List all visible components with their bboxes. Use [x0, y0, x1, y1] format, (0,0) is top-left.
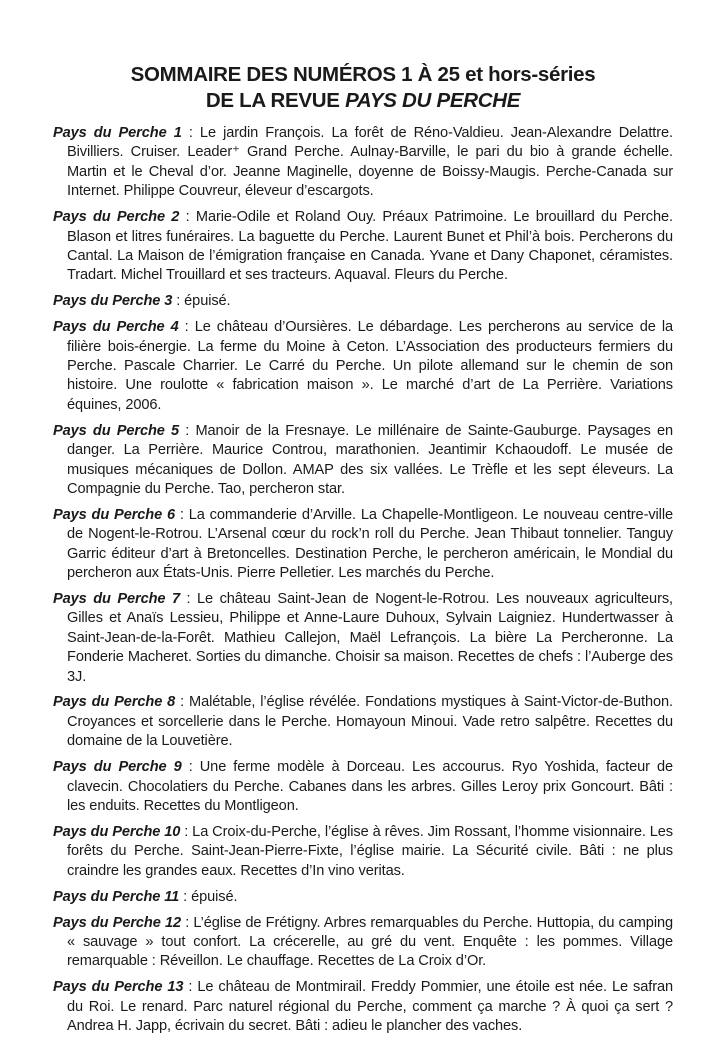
issue-label: Pays du Perche 10 [53, 823, 181, 840]
issue-separator: : [181, 759, 200, 776]
issue-entry-5 [53, 422, 673, 500]
issue-entry-2 [53, 208, 673, 286]
document-page [53, 62, 673, 1043]
issue-content: La commanderie d’Arville. La Chapelle-Montligeon. Le nouveau centre-ville de Nogent-le-Rotrou. L’Arsenal cœur du rock’n roll du Perche. Jean Thibaut tonnelier. Tanguy Garric éditeur d’art à Bretoncelles. Destination Perche, le percheron américain, le Mondial du percheron aux États-Unis. Pierre Pelletier. Les marchés du Perche. [67, 506, 673, 582]
page-title [53, 62, 673, 114]
issue-entry-1 [53, 124, 673, 202]
issue-content: L’église de Frétigny. Arbres remarquables du Perche. Huttopia, du camping « sauvage » tout confort. La crécerelle, au gré du vent. Enquête : les pommes. Village remarquable : Réveillon. Le chauffage. Recettes de La Croix d’Or. [67, 914, 673, 970]
issue-separator: : [172, 293, 185, 310]
issue-separator: : [175, 694, 190, 711]
issue-label: Pays du Perche 2 [53, 209, 180, 226]
issue-label: Pays du Perche 3 [53, 293, 173, 310]
issue-separator: : [180, 823, 193, 840]
issue-label: Pays du Perche 7 [53, 590, 180, 607]
issue-separator: : [181, 125, 200, 141]
issue-label: Pays du Perche 8 [53, 694, 176, 711]
issue-content: Une ferme modèle à Dorceau. Les accourus. Ryo Yoshida, facteur de clavecin. Chocolatiers du Perche. Cabanes dans les arbres. Gilles Leroy prix Goncourt. Bâti : les enduits. Recettes du Montligeon. [67, 759, 673, 814]
issue-entry-10 [53, 823, 673, 881]
issue-label: Pays du Perche 13 [53, 979, 184, 996]
issue-content: épuisé. [191, 888, 238, 905]
title-line-2-journal-name: PAYS DU PERCHE [345, 89, 521, 112]
issue-label: Pays du Perche 12 [53, 914, 181, 931]
issue-content: Le château Saint-Jean de Nogent-le-Rotrou. Les nouveaux agriculteurs, Gilles et Anaïs Lessieu, Philippe et Anne-Laure Duhoux, Sylvain Laigniez. Hundertwasser à Saint-Jean-de-la-Forêt. Mathieu Callejon, Maël Lefrançois. La bière La Percheronne. La Fonderie Macheret. Sorties du dimanche. Choisir sa maison. Recettes de chefs : l’Auberge des 3J. [67, 590, 673, 685]
issue-label: Pays du Perche 1 [53, 125, 182, 141]
issue-separator: : [180, 590, 198, 607]
issue-list [53, 124, 673, 1036]
issue-content: Le château d’Oursières. Le débardage. Les percherons au service de la filière bois-énergie. La ferme du Moine à Ceton. L’Association des producteurs fermiers du Perche. Pascale Charrier. Le Carré du Perche. Un pilote allemand sur le chemin de son histoire. Une roulotte « fabrication maison ». Le marché d’art de La Perrière. Variations équines, 2006. [67, 319, 673, 413]
issue-entry-12 [53, 914, 673, 972]
issue-separator: : [178, 319, 195, 336]
issue-label: Pays du Perche 9 [53, 759, 182, 776]
issue-separator: : [179, 422, 196, 439]
issue-entry-6 [53, 506, 673, 584]
issue-content: épuisé. [184, 293, 231, 310]
issue-content: La Croix-du-Perche, l’église à rêves. Jim Rossant, l’homme visionnaire. Les forêts du Perche. Saint-Jean-Pierre-Fixte, l’église mairie. La Sécurité civile. Bâti : ne plus craindre les grandes eaux. Recettes d’In vino veritas. [67, 823, 673, 879]
issue-entry-4 [53, 318, 673, 415]
issue-separator: : [175, 506, 189, 523]
issue-separator: : [179, 209, 196, 226]
issue-entry-11 [53, 888, 673, 907]
title-line-1: SOMMAIRE DES NUMÉROS 1 À 25 et hors-séries [130, 63, 596, 86]
issue-content: Malétable, l’église révélée. Fondations mystiques à Saint-Victor-de-Buthon. Croyances et sorcellerie dans le Perche. Homayoun Minoui. Vade retro salpêtre. Recettes du domaine de la Louvetière. [67, 694, 673, 750]
issue-content: Le château de Montmirail. Freddy Pommier, une étoile est née. Le safran du Roi. Le renard. Parc naturel régional du Perche, comment ça marche ? À quoi ça sert ? Andrea H. Japp, écrivain du secret. Bâti : adieu le plancher des vaches. [67, 979, 673, 1035]
title-line-2 [53, 88, 673, 114]
issue-entry-3 [53, 292, 673, 311]
issue-separator: : [181, 914, 194, 931]
issue-content: Le jardin François. La forêt de Réno-Valdieu. Jean-Alexandre Delattre. Bivilliers. Cruiser. Leader⁺ Grand Perche. Aulnay-Barville, le pari du bio à grande échelle. Martin et le Cheval d’or. Jeanne Maginelle, doyenne de Boissy-Maugis. Perche-Canada sur Internet. Philippe Couvreur, éleveur d’escargots. [67, 125, 673, 200]
issue-content: Manoir de la Fresnaye. Le millénaire de Sainte-Gauburge. Paysages en danger. La Perrière. Maurice Controu, marathonien. Jeantimir Kchaoudoff. Le musée de musiques mécaniques de Dollon. AMAP des six vallées. Le Trèfle et les sept éleveurs. La Compagnie du Perche. Tao, percheron star. [67, 422, 673, 497]
title-line-2-prefix: DE LA REVUE [205, 89, 346, 112]
issue-label: Pays du Perche 5 [53, 422, 180, 439]
issue-separator: : [179, 888, 192, 905]
issue-separator: : [183, 979, 198, 996]
issue-label: Pays du Perche 4 [53, 319, 179, 336]
issue-entry-13 [53, 978, 673, 1036]
issue-content: Marie-Odile et Roland Ouy. Préaux Patrimoine. Le brouillard du Perche. Blason et litres funéraires. La baguette du Perche. Laurent Bunet et Phil’à bois. Percherons du Cantal. La Maison de l’émigration française en Canada. Yvane et Dany Chaponet, céramistes. Tradart. Michel Trouillard et ses tracteurs. Aquaval. Fleurs du Perche. [67, 209, 673, 284]
issue-label: Pays du Perche 6 [53, 506, 176, 523]
issue-entry-9 [53, 758, 673, 816]
issue-label: Pays du Perche 11 [53, 888, 180, 905]
issue-entry-8 [53, 693, 673, 751]
issue-entry-7 [53, 590, 673, 687]
